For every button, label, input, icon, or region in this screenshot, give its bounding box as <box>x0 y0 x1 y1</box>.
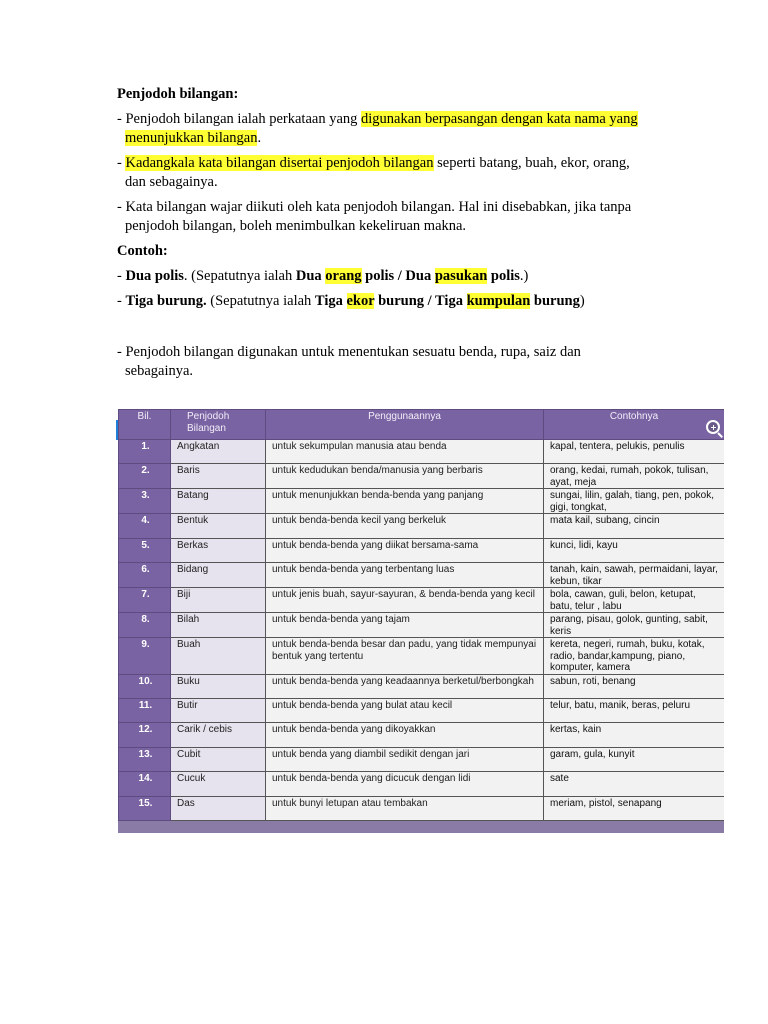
row-number: 11. <box>119 699 171 723</box>
definition-paragraph <box>117 110 647 148</box>
row-penggunaan: untuk jenis buah, sayur-sayuran, & benda-benda yang kecil <box>266 588 544 613</box>
ex2-phrase: Tiga burung. <box>125 293 207 309</box>
row-contoh: sate <box>544 772 725 796</box>
para1-highlight: digunakan berpasangan dengan kata nama yang menunjukkan bilangan <box>125 111 638 146</box>
row-number: 6. <box>119 563 171 588</box>
row-number: 14. <box>119 772 171 796</box>
para1-suffix: . <box>257 130 262 146</box>
row-contoh: garam, gula, kunyit <box>544 747 725 771</box>
row-contoh: kereta, negeri, rumah, buku, kotak, radio, bandar,kampung, piano, komputer, kamera <box>544 638 725 675</box>
row-penjodoh: Bentuk <box>171 514 266 538</box>
row-penggunaan: untuk benda-benda kecil yang berkeluk <box>266 514 544 538</box>
ex2-bold-1: Tiga <box>314 293 347 309</box>
usage-paragraph <box>117 154 647 192</box>
row-penjodoh: Berkas <box>171 538 266 562</box>
row-penggunaan: untuk benda-benda yang terbentang luas <box>266 563 544 588</box>
ex2-close: ) <box>579 293 585 309</box>
ex1-close: .) <box>519 268 529 284</box>
row-contoh: parang, pisau, golok, gunting, sabit, keris <box>544 613 725 638</box>
penjodoh-table <box>118 409 724 821</box>
row-penjodoh: Bilah <box>171 613 266 638</box>
example-2 <box>117 292 647 311</box>
table-row <box>119 674 725 698</box>
row-penjodoh: Cubit <box>171 747 266 771</box>
zoom-in-icon[interactable] <box>706 420 720 434</box>
row-contoh: tanah, kain, sawah, permaidani, layar, kebun, tikar <box>544 563 725 588</box>
table-row <box>119 747 725 771</box>
row-penggunaan: untuk benda-benda yang bulat atau kecil <box>266 699 544 723</box>
row-penggunaan: untuk benda-benda yang dikoyakkan <box>266 723 544 747</box>
row-number: 4. <box>119 514 171 538</box>
ex1-highlight-1: orang <box>325 268 362 284</box>
ex2-bold-2: burung / Tiga <box>374 293 467 309</box>
ex2-highlight-2: kumpulan <box>466 293 531 309</box>
row-contoh: kertas, kain <box>544 723 725 747</box>
para2-dash: - <box>117 155 126 171</box>
row-penggunaan: untuk benda-benda besar dan padu, yang tidak mempunyai bentuk yang tertentu <box>266 638 544 675</box>
table-row <box>119 440 725 464</box>
row-penggunaan: untuk benda yang diambil sedikit dengan jari <box>266 747 544 771</box>
ex1-dash: - <box>117 268 126 284</box>
table-row <box>119 514 725 538</box>
row-penjodoh: Carik / cebis <box>171 723 266 747</box>
row-contoh: sungai, lilin, galah, tiang, pen, pokok, gigi, tongkat, <box>544 489 725 514</box>
table-row <box>119 538 725 562</box>
example-1 <box>117 267 647 286</box>
para1-text: - Penjodoh bilangan ialah perkataan yang <box>117 111 362 127</box>
row-number: 15. <box>119 796 171 820</box>
para2-highlight: Kadangkala kata bilangan disertai penjodoh bilangan <box>125 155 434 171</box>
header-penjodoh: Penjodoh Bilangan <box>171 410 266 440</box>
ex2-highlight-1: ekor <box>346 293 375 309</box>
document-body <box>117 85 647 387</box>
row-contoh: orang, kedai, rumah, pokok, tulisan, ayat, meja <box>544 464 725 489</box>
row-penggunaan: untuk menunjukkan benda-benda yang panjang <box>266 489 544 514</box>
row-penggunaan: untuk bunyi letupan atau tembakan <box>266 796 544 820</box>
row-penggunaan: untuk kedudukan benda/manusia yang berbaris <box>266 464 544 489</box>
table-body <box>119 440 725 821</box>
purpose-paragraph: - Penjodoh bilangan digunakan untuk menentukan sesuatu benda, rupa, saiz dan sebagainya. <box>117 344 581 379</box>
row-penggunaan: untuk benda-benda yang dicucuk dengan lidi <box>266 772 544 796</box>
ex1-highlight-2: pasukan <box>434 268 488 284</box>
row-penjodoh: Das <box>171 796 266 820</box>
row-number: 8. <box>119 613 171 638</box>
table-row <box>119 563 725 588</box>
ex2-bold-3: burung <box>530 293 580 309</box>
row-number: 7. <box>119 588 171 613</box>
ex1-phrase: Dua polis <box>125 268 184 284</box>
spacer <box>117 317 647 343</box>
row-number: 3. <box>119 489 171 514</box>
row-contoh: sabun, roti, benang <box>544 674 725 698</box>
row-contoh: mata kail, subang, cincin <box>544 514 725 538</box>
row-contoh: meriam, pistol, senapang <box>544 796 725 820</box>
ex2-dash: - <box>117 293 126 309</box>
header-penggunaan: Penggunaannya <box>266 410 544 440</box>
row-penjodoh: Cucuk <box>171 772 266 796</box>
para2-text: seperti batang, buah, ekor, orang, dan sebagainya. <box>125 155 630 190</box>
table-row <box>119 588 725 613</box>
row-number: 9. <box>119 638 171 675</box>
section-heading: Penjodoh bilangan: <box>117 86 239 102</box>
header-bil: Bil. <box>119 410 171 440</box>
row-penggunaan: untuk benda-benda yang tajam <box>266 613 544 638</box>
penjodoh-table-image <box>118 409 724 833</box>
row-number: 2. <box>119 464 171 489</box>
ex1-bold-2: polis / Dua <box>361 268 435 284</box>
row-number: 1. <box>119 440 171 464</box>
row-contoh: telur, batu, manik, beras, peluru <box>544 699 725 723</box>
row-penggunaan: untuk sekumpulan manusia atau benda <box>266 440 544 464</box>
row-penjodoh: Butir <box>171 699 266 723</box>
row-number: 5. <box>119 538 171 562</box>
table-row <box>119 464 725 489</box>
table-header-row <box>119 410 725 440</box>
example-heading: Contoh: <box>117 243 168 259</box>
table-row <box>119 772 725 796</box>
table-row <box>119 638 725 675</box>
ex1-bold-1: Dua <box>295 268 326 284</box>
header-contoh: Contohnya <box>544 410 725 440</box>
row-number: 12. <box>119 723 171 747</box>
table-row <box>119 613 725 638</box>
ex1-text: . (Sepatutnya ialah <box>183 268 296 284</box>
row-number: 10. <box>119 674 171 698</box>
row-penjodoh: Buku <box>171 674 266 698</box>
table-row <box>119 489 725 514</box>
row-number: 13. <box>119 747 171 771</box>
row-contoh: bola, cawan, guli, belon, ketupat, batu, telur , labu <box>544 588 725 613</box>
row-penjodoh: Angkatan <box>171 440 266 464</box>
row-penjodoh: Biji <box>171 588 266 613</box>
table-row <box>119 723 725 747</box>
ex1-bold-3: polis <box>487 268 520 284</box>
row-penjodoh: Buah <box>171 638 266 675</box>
rule-paragraph: - Kata bilangan wajar diikuti oleh kata penjodoh bilangan. Hal ini disebabkan, jika tanpa penjodoh bilangan, boleh menimbulkan kekeliruan makna. <box>117 199 632 234</box>
table-row <box>119 796 725 820</box>
row-penjodoh: Bidang <box>171 563 266 588</box>
row-contoh: kapal, tentera, pelukis, penulis <box>544 440 725 464</box>
row-penggunaan: untuk benda-benda yang keadaannya berketul/berbongkah <box>266 674 544 698</box>
row-penjodoh: Baris <box>171 464 266 489</box>
row-penggunaan: untuk benda-benda yang diikat bersama-sama <box>266 538 544 562</box>
row-penjodoh: Batang <box>171 489 266 514</box>
table-row <box>119 699 725 723</box>
row-contoh: kunci, lidi, kayu <box>544 538 725 562</box>
ex2-text: (Sepatutnya ialah <box>206 293 315 309</box>
